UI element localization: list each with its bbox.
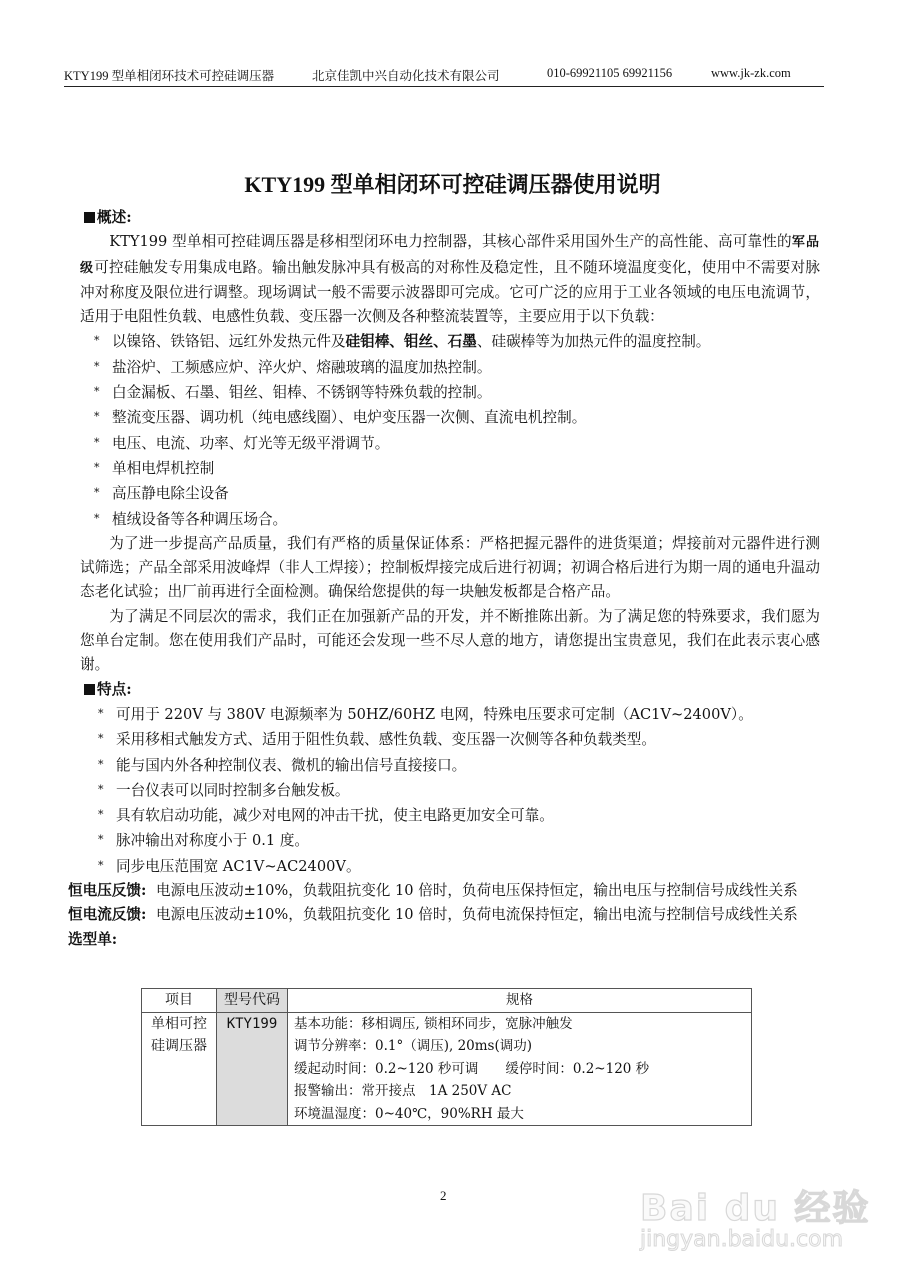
list-item: * 盐浴炉、工频感应炉、淬火炉、熔融玻璃的温度加热控制。 [80, 355, 820, 380]
custom-paragraph: 为了满足不同层次的需求，我们正在加强新产品的开发，并不断推陈出新。为了满足您的特殊要求，我们愿为您单台定制。您在使用我们产品时，可能还会发现一些不尽人意的地方，请您提出宝贵意见，我们在此表示衷心感谢。 [80, 607, 820, 674]
list-item: * 高压静电除尘设备 [80, 481, 820, 506]
square-bullet-icon [84, 212, 95, 223]
cell-item: 单相可控硅调压器 [142, 1012, 217, 1126]
voltage-feedback [68, 879, 820, 903]
asterisk-icon: * [98, 782, 104, 796]
overview-paragraph: KTY199 型单相可控硅调压器是移相型闭环电力控制器，其核心部件采用国外生产的高性能、高可靠性的军品级可控硅触发专用集成电路。输出触发脉冲具有极高的对称性及稳定性，且不随环境温度变化，使用中不需要对脉冲对称度及限位进行调整。现场调试一般不需要示波器即可完成。它可广泛的应用于工业各领域的电压电流调节，适用于电阻性负载、电感性负载、变压器一次侧及各种整流装置等，主要应用于以下负载： [80, 233, 820, 326]
list-item: * 白金漏板、石墨、钼丝、钼棒、不锈钢等特殊负载的控制。 [80, 380, 820, 405]
asterisk-icon: * [98, 858, 104, 872]
page-header [64, 64, 824, 84]
asterisk-icon: * [98, 757, 104, 771]
feedback-text: 电源电压波动±10%，负载阻抗变化 10 倍时，负荷电压保持恒定，输出电压与控制信号成线性关系 [156, 882, 798, 900]
list-item: * 能与国内外各种控制仪表、微机的输出信号直接接口。 [80, 753, 820, 778]
asterisk-icon: * [94, 435, 100, 449]
list-item: * 具有软启动功能，减少对电网的冲击干扰，使主电路更加安全可靠。 [80, 803, 820, 828]
asterisk-icon: * [94, 334, 100, 348]
asterisk-icon: * [94, 385, 100, 399]
current-feedback [68, 903, 820, 927]
asterisk-icon: * [94, 359, 100, 373]
feedback-label: 恒电压反馈: [68, 882, 147, 900]
asterisk-icon: * [94, 460, 100, 474]
list-item: * 植绒设备等各种调压场合。 [80, 507, 820, 532]
header-divider [64, 86, 824, 87]
cell-specs [288, 1012, 752, 1126]
list-item: * 整流变压器、调功机（纯电感线圈）、电炉变压器一次侧、直流电机控制。 [80, 405, 820, 430]
selection-table [141, 988, 752, 1126]
list-item: * 一台仪表可以同时控制多台触发板。 [80, 778, 820, 803]
applications-list [80, 329, 820, 531]
table-header-row [142, 989, 752, 1013]
spec-line: 报警输出：常开接点 1A 250V AC [294, 1083, 512, 1099]
selection-heading: 选型单: [68, 930, 118, 948]
square-bullet-icon [84, 684, 95, 695]
baidu-logo-icon: Bai du 经验 [640, 1188, 871, 1229]
asterisk-icon: * [98, 833, 104, 847]
page-number: 2 [440, 1188, 447, 1203]
spec-line: 调节分辨率：0.1°（调压), 20ms(调功) [294, 1038, 533, 1054]
asterisk-icon: * [98, 808, 104, 822]
list-item: * 可用于 220V 与 380V 电源频率为 50HZ/60HZ 电网，特殊电压要求可定制（AC1V~2400V）。 [80, 702, 820, 727]
column-header-item: 项目 [142, 989, 217, 1013]
asterisk-icon: * [98, 732, 104, 746]
header-phone: 010-69921105 69921156 [547, 66, 673, 80]
asterisk-icon: * [94, 410, 100, 424]
features-heading: 特点: [84, 678, 820, 702]
spec-line: 缓起动时间：0.2~120 秒可调 缓停时间：0.2~120 秒 [294, 1060, 650, 1077]
baidu-watermark [640, 1180, 871, 1252]
list-item: * 单相电焊机控制 [80, 456, 820, 481]
header-product: KTY199 型单相闭环技术可控硅调压器 [64, 69, 275, 83]
spec-line: 基本功能：移相调压, 锁相环同步，宽脉冲触发 [294, 1015, 573, 1032]
column-header-model: 型号代码 [217, 989, 288, 1013]
document-body [68, 206, 820, 952]
spec-line: 环境温湿度：0~40℃，90%RH 最大 [294, 1105, 524, 1122]
asterisk-icon: * [94, 511, 100, 525]
overview-heading: 概述: [84, 206, 820, 230]
feedback-label: 恒电流反馈: [68, 906, 147, 924]
cell-model: KTY199 [217, 1012, 288, 1126]
document-title: KTY199 型单相闭环可控硅调压器使用说明 [244, 172, 661, 197]
table-row [142, 1012, 752, 1126]
list-item: * 以镍铬、铁铬铝、远红外发热元件及硅钼棒、钼丝、石墨、硅碳棒等为加热元件的温度控制。 [80, 329, 820, 354]
list-item: * 脉冲输出对称度小于 0.1 度。 [80, 828, 820, 853]
list-item: * 同步电压范围宽 AC1V~AC2400V。 [80, 854, 820, 879]
military-grade-text: 军品级 [80, 235, 820, 276]
column-header-spec: 规格 [288, 989, 752, 1013]
header-website[interactable]: www.jk-zk.com [711, 66, 791, 80]
asterisk-icon: * [94, 486, 100, 500]
asterisk-icon: * [98, 706, 104, 720]
header-company: 北京佳凯中兴自动化技术有限公司 [312, 69, 500, 83]
watermark-url: jingyan.baidu.com [640, 1227, 844, 1252]
list-item: * 采用移相式触发方式、适用于阻性负载、感性负载、变压器一次侧等各种负载类型。 [80, 727, 820, 752]
features-list [80, 702, 820, 879]
list-item: * 电压、电流、功率、灯光等无级平滑调节。 [80, 431, 820, 456]
feedback-text: 电源电压波动±10%，负载阻抗变化 10 倍时，负荷电流保持恒定，输出电流与控制信号成线性关系 [156, 906, 798, 924]
quality-paragraph: 为了进一步提高产品质量，我们有严格的质量保证体系：严格把握元器件的进货渠道；焊接前对元器件进行测试筛选；产品全部采用波峰焊（非人工焊接）；控制板焊接完成后进行初调；初调合格后进行为期一周的通电升温动态老化试验；出厂前再进行全面检测。确保给您提供的每一块触发板都是合格产品。 [80, 534, 820, 601]
